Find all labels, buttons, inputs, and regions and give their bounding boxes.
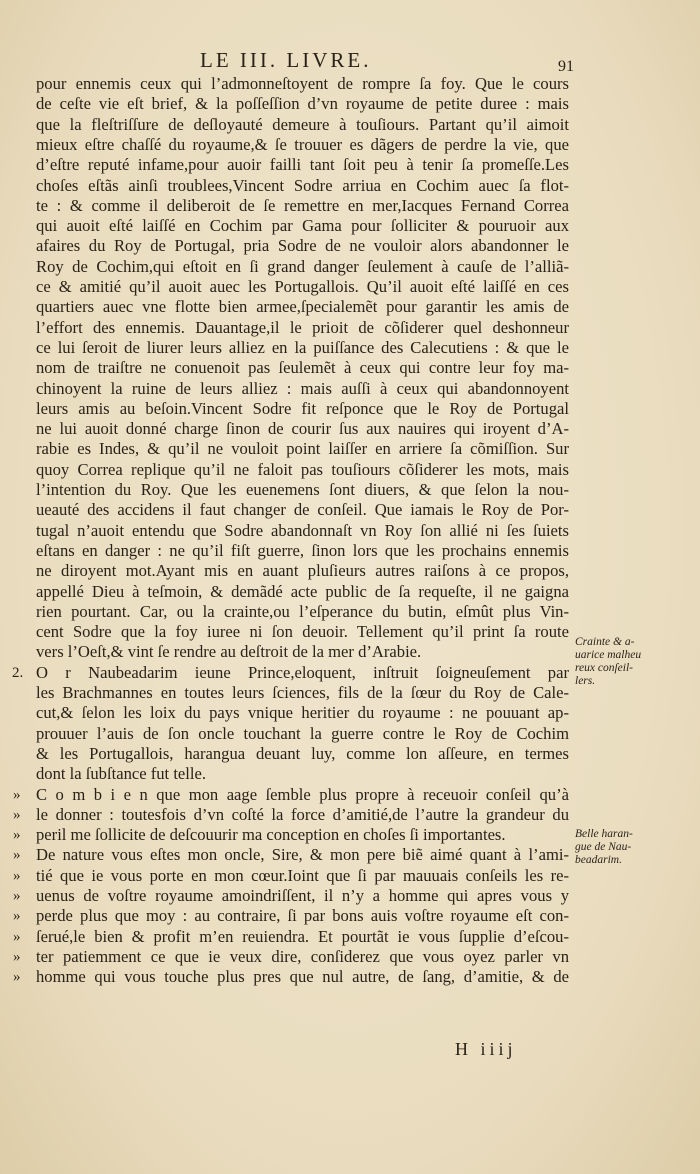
text-line: afaires du Roy de Portugal, pria Sodre de ne vouloir alors abandonner le <box>36 236 569 256</box>
text-line: d’eſtre reputé infame,pour auoir failli tant ſoit peu à tenir ſa promeſſe.Les <box>36 155 569 175</box>
text-line: quoy Correa replique qu’il ne faloit pas touſiours cõſiderer les mots, mais <box>36 459 569 479</box>
text-line: ueauté des accidens il faut changer de conſeil. Que iamais le Roy de Por- <box>36 500 569 520</box>
quote-mark: » <box>13 908 21 925</box>
text-line: De nature vous eſtes mon oncle, Sire, & mon pere biẽ aimé quant à l’ami- <box>36 845 569 865</box>
text-line: eſtans en danger : ne qu’il fiſt guerre, ſinon lors que les prochains ennemis <box>36 540 569 560</box>
text-line: O r Naubeadarim ieune Prince,eloquent, inſtruit ſoigneuſement par <box>36 662 569 682</box>
margin-note-line: Crainte & a- <box>575 636 635 648</box>
text-line: quartiers auec vne flotte bien armee,ſpecialemẽt pour garantir les amis de <box>36 297 569 317</box>
text-line: mieux eſtre chaſſé du royaume,& ſe trouuer es dãgers de perdre la vie, que <box>36 134 569 154</box>
text-line: l’intention du Roy. Que les euenemens ſont diuers, & que ſelon la nou- <box>36 480 569 499</box>
margin-note-line: beadarim. <box>575 854 622 866</box>
text-line: pour ennemis ceux qui l’admonneſtoyent de rompre ſa foy. Que le cours <box>36 74 569 93</box>
text-line: leurs amis au beſoin.Vincent Sodre fit reſponce que le Roy de Portugal <box>36 398 569 418</box>
text-line: Roy de Cochim,qui eſtoit en ſi grand danger ſeulement à cauſe de l’alliã- <box>36 256 569 276</box>
text-line: les Brachmannes en toutes leurs ſciences, fils de la ſœur du Roy de Cale- <box>36 683 569 702</box>
section-number: 2. <box>12 664 24 681</box>
quote-mark: » <box>13 847 21 864</box>
text-line: appellé Dieu à teſmoin, & demãdé acte public de ſa requeſte, il ne gaigna <box>36 581 569 601</box>
text-line: perde plus que moy : au contraire, ſi par bons auis voſtre royaume eſt con- <box>36 906 569 926</box>
text-line: chinoyent la ruine de leurs alliez : mais auſſi à ceux qui abandonnoyent <box>36 378 569 398</box>
margin-note-line: reux conſeil- <box>575 662 634 674</box>
text-line: rien pourtant. Car, ou la crainte,ou l’eſperance du butin, eſmût plus Vin- <box>36 601 569 621</box>
text-line: dont la ſubſtance fut telle. <box>36 764 207 784</box>
margin-note-line: lers. <box>575 675 596 687</box>
text-line: rabie es Indes, & qu’il ne vouloit point laiſſer en arriere ſa cõmiſſion. Sur <box>36 439 569 459</box>
margin-note-line: Belle haran- <box>575 828 633 840</box>
text-line: homme qui vous touche plus pres que nul autre, de ſang, d’amitie, & de <box>36 967 569 987</box>
text-line: ce lui ſeroit de liurer leurs alliez en la puiſſance des Calecutiens : & que le <box>36 337 569 357</box>
signature-mark: H iiij <box>455 1039 517 1059</box>
text-line: vers l’Oeſt,& vint ſe rendre au deſtroit de la mer d’Arabie. <box>36 642 422 662</box>
folio-number: 91 <box>558 58 574 75</box>
margin-note-line: uarice malheu <box>575 649 642 661</box>
text-line: peril me ſollicite de deſcouurir ma conception en choſes ſi importantes. <box>36 825 506 845</box>
margin-note-line: gue de Nau- <box>575 841 632 853</box>
text-line: de ceſte vie eſt brief, & la poſſeſſion d’vn royaume de petite duree : mais <box>36 94 569 114</box>
quote-mark: » <box>13 969 21 986</box>
text-line: ne lui auoit donné charge ſinon de courir ſus aux nauires qui iroyent d’A- <box>36 419 569 439</box>
margin-note-crainte <box>575 636 685 688</box>
text-line: & les Portugallois, harangua deuant luy, comme lon aſſeure, en termes <box>36 743 569 763</box>
text-line: ce & amitié qu’il auoit auec les Portugallois. Qu’il auoit eſté laiſſé en ces <box>36 277 569 296</box>
margin-note-harangue <box>575 828 685 867</box>
quote-mark: » <box>13 867 21 884</box>
quote-mark: » <box>13 786 21 803</box>
quote-mark: » <box>13 948 21 965</box>
quote-mark: » <box>13 928 21 945</box>
text-line: ne diroyent mot.Ayant mis en auant pluſieurs autres raiſons à ce propos, <box>36 561 569 581</box>
text-line: cut,& ſelon les loix du pays vnique heritier du royaume : ne pouuant ap- <box>36 703 569 723</box>
text-line: l’effort des ennemis. Dauantage,il le prioit de cõſiderer quel deshonneur <box>36 317 569 337</box>
text-line: le donner : toutesfois d’vn coſté la force d’amitié,de l’autre la grandeur du <box>36 804 569 824</box>
text-line: tié que ie vous porte en mon cœur.Ioint que ſi par mauuais conſeils les re- <box>36 865 569 885</box>
quote-mark: » <box>13 806 21 823</box>
quote-mark: » <box>13 827 21 844</box>
quote-mark: » <box>13 888 21 904</box>
text-line: nom de traiſtre ne conuenoit pas ſeulemẽt à ceux qui contre leur foy ma- <box>36 358 569 378</box>
text-line: ter patiemment ce que ie veux dire, conſiderez que vous oyez parler vn <box>36 946 569 966</box>
text-line: ſerué,le bien & profit m’en reuiendra. Et pourtãt ie vous ſupplie d’eſcou- <box>36 926 569 946</box>
text-line: prouuer l’auis de ſon oncle touchant la guerre contre le Roy de Cochim <box>36 723 569 743</box>
text-line: que la fleſtriſſure de deſloyauté demeure à touſiours. Partant qu’il aimoit <box>36 114 569 134</box>
running-head: LE III. LIVRE. <box>200 48 372 72</box>
text-line: tugal n’auoit entendu que Sodre abandonnaſt vn Roy ſon allié ni ſes ſuiets <box>36 520 569 540</box>
text-line: C o m b i e n que mon aage ſemble plus propre à receuoir conſeil qu’à <box>36 784 569 804</box>
text-line: qui auoit eſté laiſſé en Cochim par Gama pour ſolliciter & pouruoir aux <box>36 216 569 236</box>
text-line: choſes eſtãs ainſi troublees,Vincent Sodre arriua en Cochim auec ſa flot- <box>36 175 569 195</box>
text-line: cent Sodre que la foy iuree ni ſon deuoir. Tellement qu’il print ſa route <box>36 622 569 642</box>
text-line: te : & comme il deliberoit de ſe remettre en mer,Iacques Fernand Correa <box>36 195 569 215</box>
text-line: uenus de voſtre royaume amoindriſſent, il n’y a homme qui apres vous y <box>36 886 569 905</box>
